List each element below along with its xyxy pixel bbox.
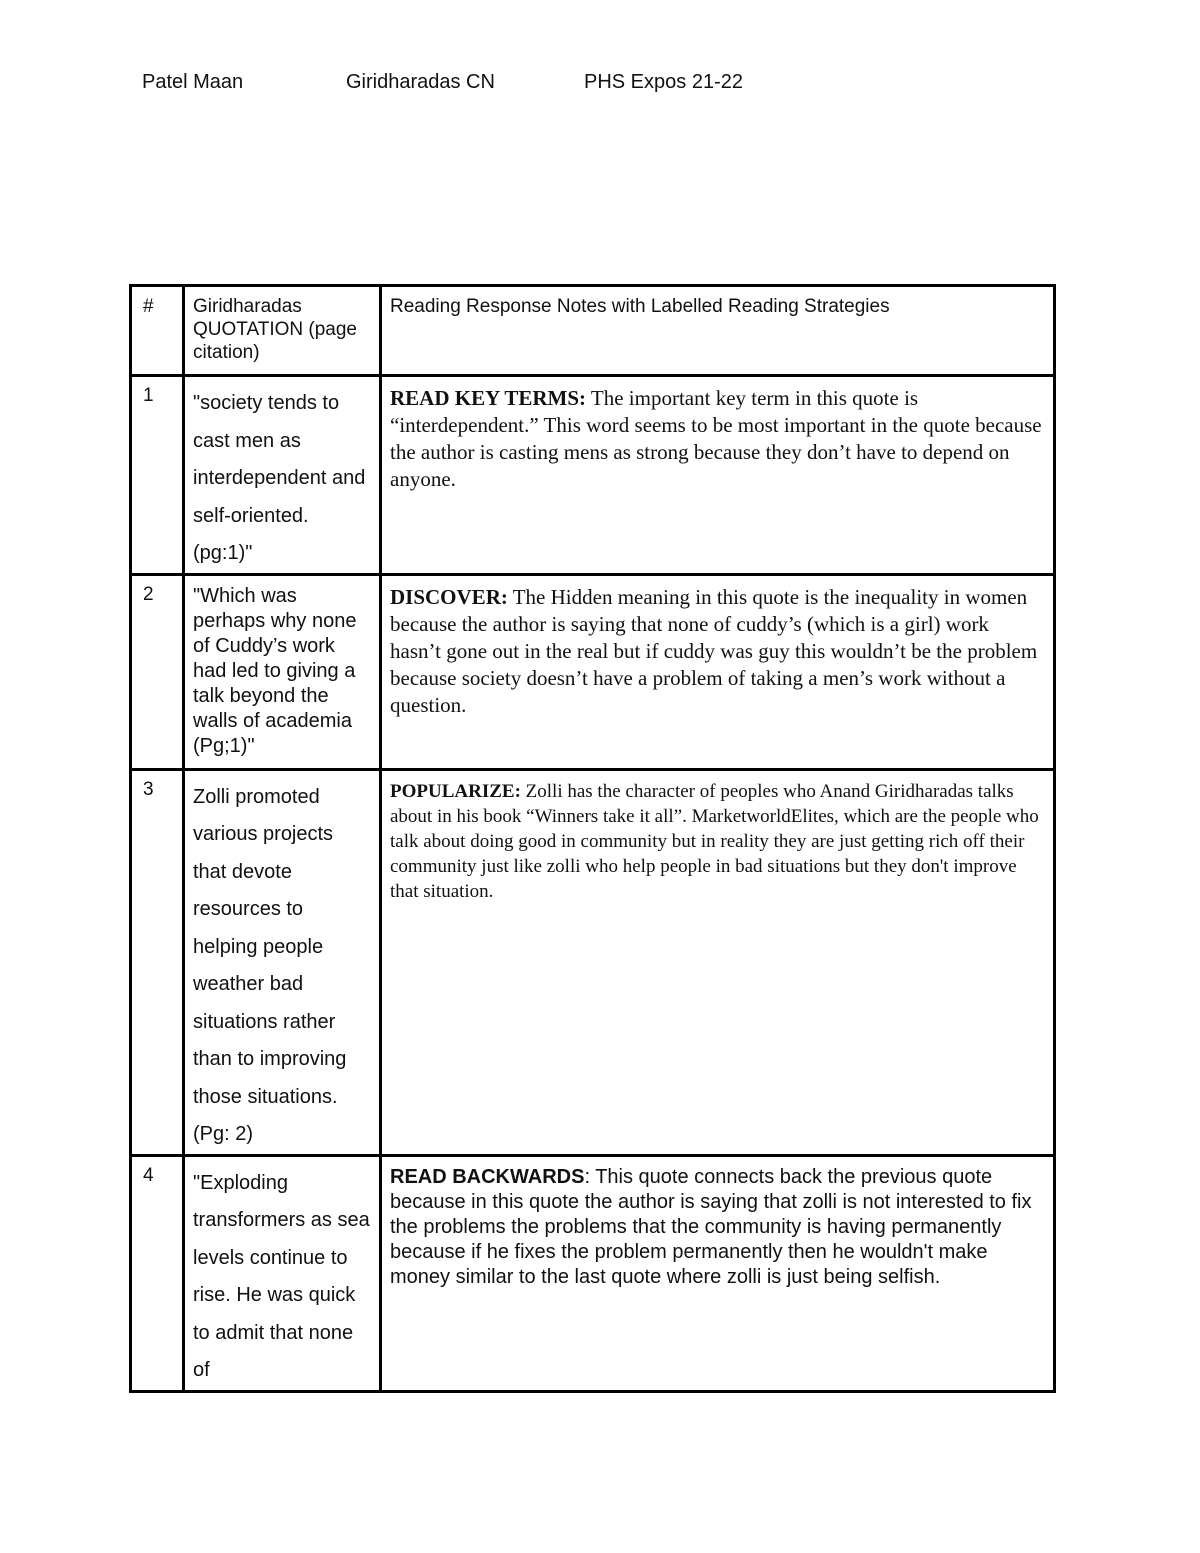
reading-notes-table — [129, 284, 1056, 1393]
quotation-cell: "society tends to cast men as interdependent and self-oriented. (pg:1)" — [184, 376, 381, 575]
response-text: : This quote connects back the previous quote because in this quote the author is saying that zolli is not interested to fix the problems the problems that the community is having permanently because if he fixes the problem permanently then he wouldn't make money similar to the last quote where zolli is just being selfish. — [390, 1165, 1032, 1288]
table-row — [131, 574, 1055, 769]
student-name: Patel Maan — [142, 71, 244, 93]
response-cell — [381, 376, 1055, 575]
column-header-quotation: Giridharadas QUOTATION (page citation) — [184, 286, 381, 376]
column-header-number: # — [131, 286, 184, 376]
document-header — [0, 71, 1200, 99]
response-cell — [381, 1155, 1055, 1391]
strategy-label: POPULARIZE: — [390, 780, 521, 802]
response-cell — [381, 769, 1055, 1155]
table-header-row — [131, 286, 1055, 376]
response-text: The important key term in this quote is “interdependent.” This word seems to be most important in the quote because the author is casting mens as strong because they don’t have to depend on anyone. — [390, 386, 1042, 491]
row-number: 1 — [131, 376, 184, 575]
course-name: PHS Expos 21-22 — [584, 71, 743, 93]
document-title: Giridharadas CN — [346, 71, 495, 93]
row-number: 4 — [131, 1155, 184, 1391]
row-number: 3 — [131, 769, 184, 1155]
response-text: Zolli has the character of peoples who Anand Giridharadas talks about in his book “Winners take it all”. MarketworldElites, which are the people who talk about doing good in community but in reality they are just getting rich off their community just like zolli who help people in bad situations but they don't improve that situation. — [390, 780, 1039, 902]
quotation-cell: "Which was perhaps why none of Cuddy’s work had led to giving a talk beyond the walls of academia (Pg;1)" — [184, 574, 381, 769]
column-header-response: Reading Response Notes with Labelled Reading Strategies — [381, 286, 1055, 376]
response-text: The Hidden meaning in this quote is the inequality in women because the author is saying that none of cuddy’s (which is a girl) work hasn’t gone out in the real but if cuddy was guy this wouldn’t be the problem because society doesn’t have a problem of taking a men’s work without a question. — [390, 584, 1038, 717]
strategy-label: READ BACKWARDS — [390, 1165, 585, 1188]
row-number: 2 — [131, 574, 184, 769]
table-row — [131, 376, 1055, 575]
strategy-label: DISCOVER: — [390, 584, 508, 609]
response-cell — [381, 574, 1055, 769]
quotation-cell: Zolli promoted various projects that devote resources to helping people weather bad situations rather than to improving those situations. (Pg: 2) — [184, 769, 381, 1155]
strategy-label: READ KEY TERMS: — [390, 386, 587, 410]
table-row — [131, 1155, 1055, 1391]
quotation-cell: "Exploding transformers as sea levels continue to rise. He was quick to admit that none of — [184, 1155, 381, 1391]
table-row — [131, 769, 1055, 1155]
